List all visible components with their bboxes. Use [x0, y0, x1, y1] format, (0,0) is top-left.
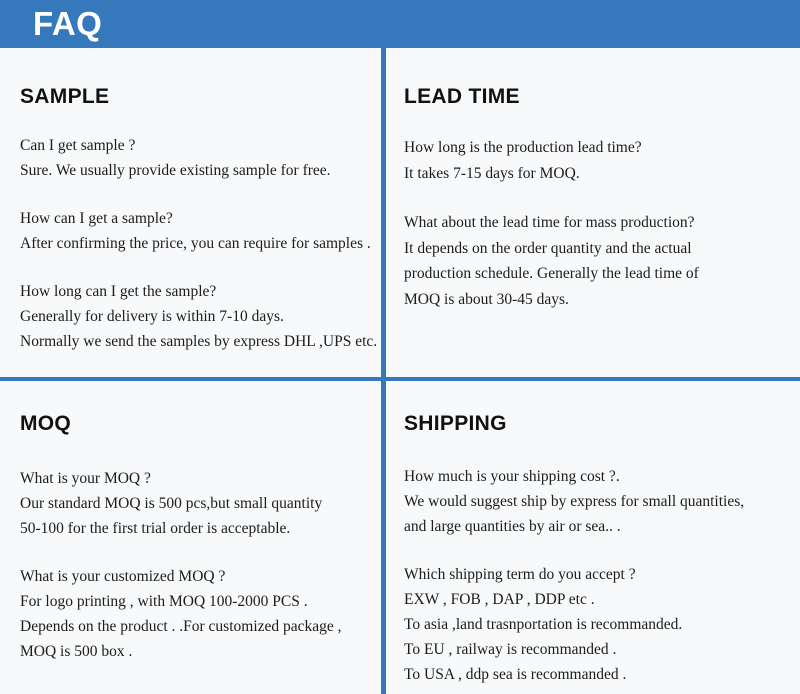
faq-panel-shipping: [386, 381, 800, 694]
qa-line: To asia ,land trasnportation is recommanded.: [404, 616, 683, 633]
divider-horizontal: [0, 377, 800, 381]
faq-header-banner: [0, 0, 800, 48]
qa-line: How much is your shipping cost ?.: [404, 468, 620, 485]
qa-line: For logo printing , with MOQ 100-2000 PCS .: [20, 593, 308, 610]
divider-vertical: [381, 48, 386, 694]
qa-group: [20, 206, 381, 256]
qa-line: Sure. We usually provide existing sample for free.: [20, 162, 331, 179]
qa-line: What is your MOQ ?: [20, 470, 151, 487]
qa-line: EXW , FOB , DAP , DDP etc .: [404, 591, 595, 608]
qa-line: Can I get sample ?: [20, 137, 136, 154]
section-heading-sample: SAMPLE: [20, 85, 110, 108]
qa-line: To USA , ddp sea is recommanded .: [404, 666, 627, 683]
qa-group: [20, 279, 381, 354]
qa-line: How long is the production lead time?: [404, 139, 642, 156]
qa-line: How can I get a sample?: [20, 210, 173, 227]
qa-line: MOQ is about 30-45 days.: [404, 290, 569, 308]
qa-line: It depends on the order quantity and the actual: [404, 239, 692, 257]
page-title: FAQ: [33, 4, 103, 42]
section-heading-shipping: SHIPPING: [404, 412, 507, 435]
qa-line: What about the lead time for mass production?: [404, 214, 695, 231]
qa-line: Normally we send the samples by express DHL ,UPS etc.: [20, 333, 378, 350]
qa-line: After confirming the price, you can require for samples .: [20, 235, 371, 252]
qa-line: production schedule. Generally the lead time of: [404, 265, 699, 282]
qa-group: [404, 464, 800, 539]
qa-group: [404, 135, 800, 186]
qa-body-moq: [20, 466, 381, 664]
faq-panel-moq: [0, 381, 381, 694]
qa-group: [20, 564, 381, 664]
qa-line: Which shipping term do you accept ?: [404, 566, 636, 583]
qa-body-lead-time: [404, 135, 800, 312]
qa-line: 50-100 for the first trial order is acceptable.: [20, 520, 291, 537]
qa-group: [20, 466, 381, 541]
qa-line: It takes 7-15 days for MOQ.: [404, 164, 580, 182]
qa-body-shipping: [404, 464, 800, 687]
qa-line: MOQ is 500 box .: [20, 643, 133, 660]
faq-panel-lead-time: [386, 48, 800, 377]
qa-group: [404, 210, 800, 312]
qa-body-sample: [20, 133, 381, 354]
qa-group: [20, 133, 381, 183]
section-heading-lead-time: LEAD TIME: [404, 85, 520, 108]
qa-line: Generally for delivery is within 7-10 days.: [20, 308, 284, 325]
qa-line: Our standard MOQ is 500 pcs,but small quantity: [20, 495, 323, 512]
faq-panel-sample: [0, 48, 381, 377]
qa-line: We would suggest ship by express for small quantities,: [404, 493, 745, 510]
qa-line: To EU , railway is recommanded .: [404, 641, 617, 658]
qa-line: and large quantities by air or sea.. .: [404, 518, 621, 535]
qa-line: Depends on the product . .For customized package ,: [20, 618, 342, 635]
section-heading-moq: MOQ: [20, 412, 72, 435]
qa-line: How long can I get the sample?: [20, 283, 217, 300]
faq-panel-grid: [0, 48, 800, 694]
qa-line: What is your customized MOQ ?: [20, 568, 226, 585]
qa-group: [404, 562, 800, 687]
